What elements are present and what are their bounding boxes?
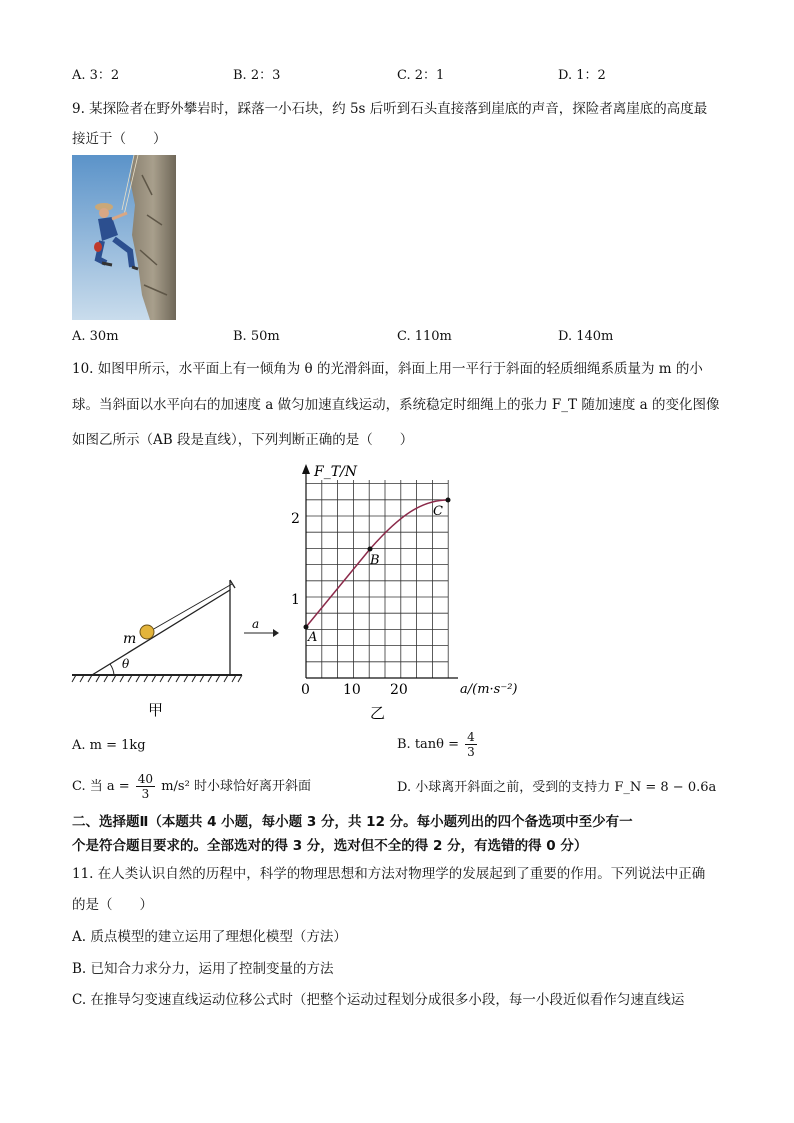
q10-stem-line3: 如图乙所示（AB 段是直线），下列判断正确的是（ ） xyxy=(72,432,414,448)
x-tick-20: 20 xyxy=(390,682,408,698)
y-tick-2: 2 xyxy=(291,511,300,527)
q10-option-b-den: 3 xyxy=(467,745,475,759)
x-axis-label: a/(m·s⁻²) xyxy=(460,682,518,697)
point-b-label: B xyxy=(370,553,380,568)
q10-option-b-prefix: B. tanθ = xyxy=(397,737,460,752)
accel-label: a xyxy=(252,617,260,631)
q10-option-b-num: 4 xyxy=(467,730,475,744)
x-tick-10: 10 xyxy=(343,682,361,698)
q8-option-b: B. 2：3 xyxy=(233,68,281,83)
section2-heading-line1: 二、选择题Ⅱ（本题共 4 小题，每小题 3 分，共 12 分。每小题列出的四个备选项中至少有一 xyxy=(72,814,633,830)
point-c-label: C xyxy=(433,504,443,519)
q10-option-c-suffix: m/s² 时小球恰好离开斜面 xyxy=(161,779,311,794)
q10-option-c-prefix: C. 当 a = xyxy=(72,779,130,794)
fig-yi-caption: 乙 xyxy=(370,704,386,722)
q11-option-b: B. 已知合力求分力，运用了控制变量的方法 xyxy=(72,961,334,977)
x-tick-0: 0 xyxy=(301,682,310,698)
q8-option-d: D. 1：2 xyxy=(558,68,606,83)
section2-heading-line2: 个是符合题目要求的。全部选对的得 3 分，选对但不全的得 2 分，有选错的得 0 分） xyxy=(72,838,588,854)
q10-option-a: A. m = 1kg xyxy=(72,738,146,753)
q10-figures xyxy=(70,460,550,725)
q9-stem-line1: 9. 某探险者在野外攀岩时，踩落一小石块，约 5s 后听到石头直接落到崖底的声音，探险者离崖底的高度最 xyxy=(72,101,708,117)
q10-option-c-den: 3 xyxy=(141,787,150,801)
q10-option-c-num: 40 xyxy=(137,772,154,786)
point-a-label: A xyxy=(308,630,318,645)
q11-option-a: A. 质点模型的建立运用了理想化模型（方法） xyxy=(72,929,347,945)
q11-stem-line1: 11. 在人类认识自然的历程中，科学的物理思想和方法对物理学的发展起到了重要的作用。下列说法中正确 xyxy=(72,866,706,882)
fig-jia-caption: 甲 xyxy=(148,701,164,719)
theta-label: θ xyxy=(122,657,130,671)
q11-stem-line2: 的是（ ） xyxy=(72,897,153,913)
q10-stem-line1: 10. 如图甲所示，水平面上有一倾角为 θ 的光滑斜面，斜面上用一平行于斜面的轻质细绳系质量为 m 的小 xyxy=(72,361,703,377)
q9-option-d: D. 140m xyxy=(558,329,614,344)
q10-option-b xyxy=(397,730,479,759)
tension-graph xyxy=(291,464,517,698)
y-tick-1: 1 xyxy=(291,592,300,608)
rock-climber-photo xyxy=(72,155,176,320)
q9-option-b: B. 50m xyxy=(233,329,280,344)
q10-option-c xyxy=(72,772,311,801)
q9-stem-line2: 接近于（ ） xyxy=(72,131,167,147)
q10-stem-line2: 球。当斜面以水平向右的加速度 a 做匀加速直线运动，系统稳定时细绳上的张力 F_T 随加速度 a 的变化图像 xyxy=(72,397,720,413)
q9-option-a: A. 30m xyxy=(72,329,119,344)
incline-diagram xyxy=(72,580,279,682)
y-axis-label: F_T/N xyxy=(314,464,358,480)
q8-option-c: C. 2：1 xyxy=(397,68,445,83)
q10-option-b-fraction xyxy=(465,730,477,759)
q9-option-c: C. 110m xyxy=(397,329,452,344)
q10-option-d: D. 小球离开斜面之前，受到的支持力 F_N = 8 − 0.6a xyxy=(397,780,717,795)
q11-option-c: C. 在推导匀变速直线运动位移公式时（把整个运动过程划分成很多小段，每一小段近似看作匀速直线运 xyxy=(72,992,685,1008)
mass-label: m xyxy=(123,631,137,647)
q10-option-c-fraction xyxy=(136,772,155,801)
q8-option-a: A. 3：2 xyxy=(72,68,120,83)
